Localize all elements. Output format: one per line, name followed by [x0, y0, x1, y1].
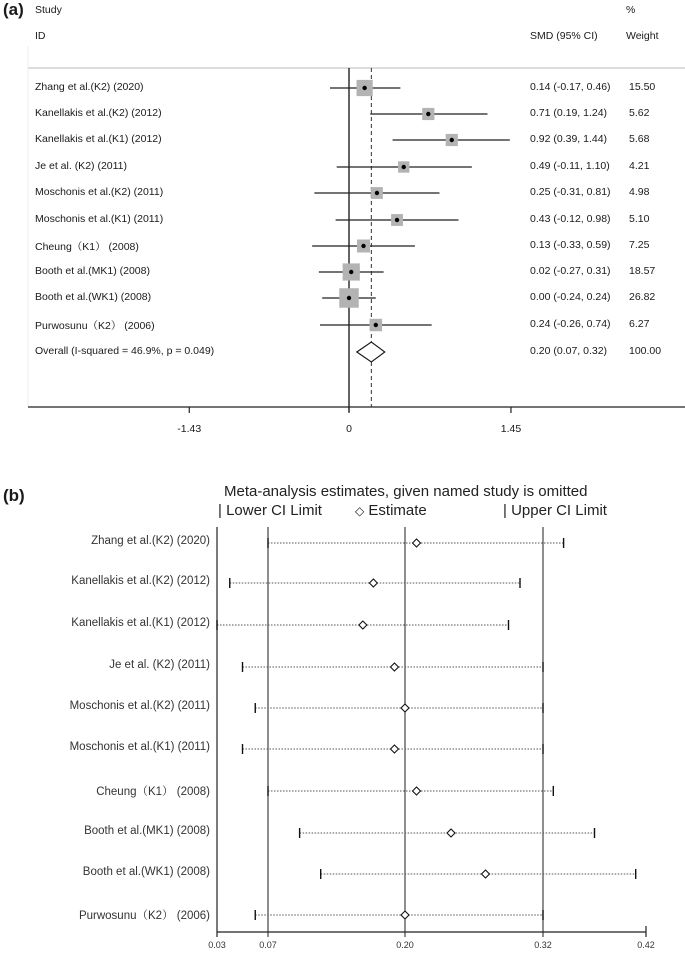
study-label: Purwosunu（K2） (2006): [78, 910, 210, 922]
study-label: Purwosunu（K2） (2006): [35, 320, 155, 332]
study-label: Booth et al.(WK1) (2008): [82, 866, 210, 878]
x-tick-label: 0.07: [259, 940, 277, 950]
study-label: Kanellakis et al.(K1) (2012): [35, 133, 162, 145]
smd-value: 0.92 (0.39, 1.44): [530, 133, 608, 145]
weight-value: 6.27: [629, 318, 650, 330]
study-label: Moschonis et al.(K1) (2011): [35, 213, 164, 225]
legend-upper-label: Upper CI Limit: [511, 502, 607, 519]
panel-b-title: Meta-analysis estimates, given named study is omitted: [224, 483, 588, 500]
x-tick-label: 0.03: [208, 940, 226, 950]
study-label: Moschonis et al.(K1) (2011): [69, 741, 210, 753]
smd-value: 0.43 (-0.12, 0.98): [530, 213, 611, 225]
smd-value: 0.71 (0.19, 1.24): [530, 107, 608, 119]
study-label: Zhang et al.(K2) (2020): [91, 535, 210, 547]
study-label: Booth et al.(MK1) (2008): [35, 265, 150, 277]
study-label: Zhang et al.(K2) (2020): [35, 81, 144, 93]
smd-value: 0.13 (-0.33, 0.59): [530, 239, 611, 251]
study-label: Kanellakis et al.(K2) (2012): [71, 575, 210, 587]
header-id: ID: [35, 30, 46, 42]
x-tick-label: 0.20: [396, 940, 414, 950]
upper-ci-icon: |: [503, 502, 507, 519]
smd-value: 0.02 (-0.27, 0.31): [530, 265, 611, 277]
x-tick-label: 1.45: [500, 423, 522, 435]
study-label: Cheung（K1） (2008): [35, 241, 139, 253]
smd-value: 0.24 (-0.26, 0.74): [530, 318, 611, 330]
weight-value: 15.50: [629, 81, 656, 93]
study-label: Kanellakis et al.(K2) (2012): [35, 107, 162, 119]
panel-a-label: (a): [3, 0, 24, 19]
panel-b-label: (b): [3, 486, 25, 505]
weight-value: 18.57: [629, 265, 656, 277]
smd-value: 0.49 (-0.11, 1.10): [530, 160, 610, 172]
diamond-icon: ◇: [355, 504, 365, 518]
study-label: Moschonis et al.(K2) (2011): [35, 186, 164, 198]
overall-weight: 100.00: [629, 345, 662, 357]
weight-value: 5.62: [629, 107, 650, 119]
header-weight: Weight: [626, 30, 659, 42]
study-label: Kanellakis et al.(K1) (2012): [71, 617, 210, 629]
weight-value: 26.82: [629, 291, 656, 303]
smd-value: 0.00 (-0.24, 0.24): [530, 291, 611, 303]
study-label: Moschonis et al.(K2) (2011): [69, 700, 210, 712]
legend-lower-label: Lower CI Limit: [226, 502, 322, 519]
study-label: Booth et al.(WK1) (2008): [35, 291, 152, 303]
study-label: Je et al. (K2) (2011): [35, 160, 128, 172]
x-tick-label: 0.42: [637, 940, 655, 950]
weight-value: 5.10: [629, 213, 650, 225]
header-smd: SMD (95% CI): [530, 30, 598, 42]
lower-ci-icon: |: [218, 502, 222, 519]
weight-value: 4.21: [629, 160, 650, 172]
study-label: Booth et al.(MK1) (2008): [84, 825, 210, 837]
legend-estimate-label: Estimate: [368, 502, 427, 519]
study-label: Je et al. (K2) (2011): [109, 659, 210, 671]
header-study: Study: [35, 4, 62, 16]
x-tick-label: -1.43: [177, 423, 202, 435]
weight-value: 7.25: [629, 239, 650, 251]
overall-smd: 0.20 (0.07, 0.32): [530, 345, 608, 357]
weight-value: 4.98: [629, 186, 650, 198]
x-tick-label: 0: [346, 423, 352, 435]
smd-value: 0.25 (-0.31, 0.81): [530, 186, 611, 198]
smd-value: 0.14 (-0.17, 0.46): [530, 81, 611, 93]
x-tick-label: 0.32: [534, 940, 552, 950]
overall-label: Overall (I-squared = 46.9%, p = 0.049): [35, 345, 215, 357]
weight-value: 5.68: [629, 133, 650, 145]
header-weight-pct: %: [626, 4, 636, 16]
study-label: Cheung（K1） (2008): [96, 786, 210, 798]
